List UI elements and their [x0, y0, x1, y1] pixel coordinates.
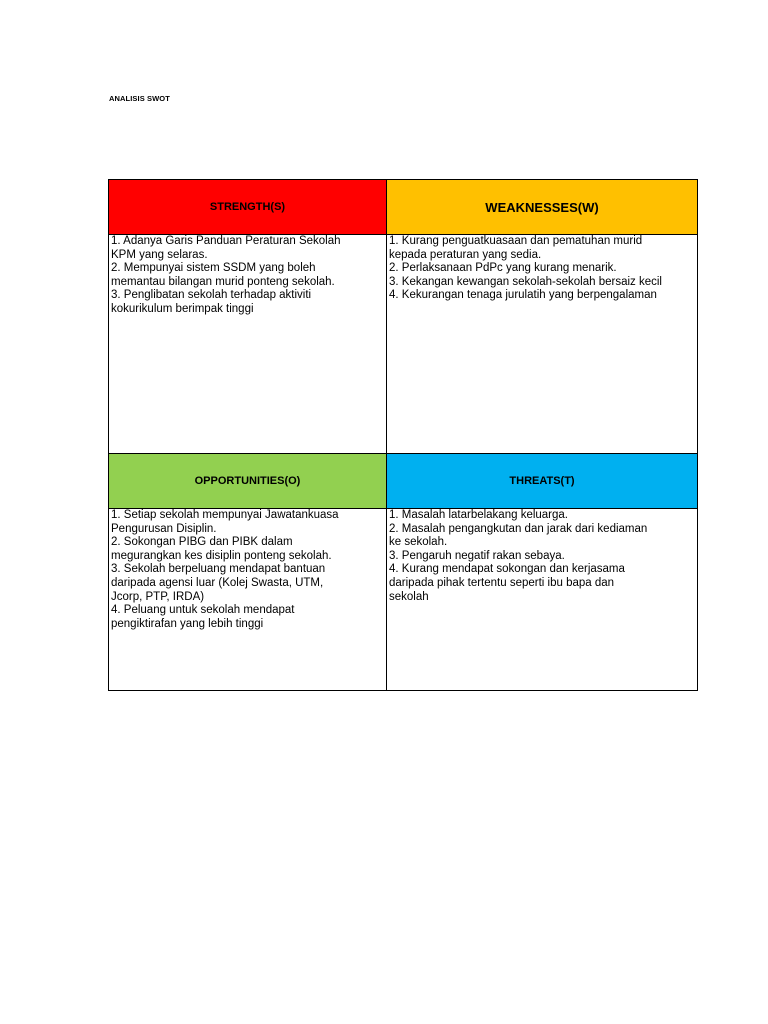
strengths-content [109, 235, 387, 454]
threats-line: 3. Pengaruh negatif rakan sebaya. [389, 549, 565, 562]
strengths-line: 2. Mempunyai sistem SSDM yang boleh [111, 262, 316, 275]
opportunities-header: OPPORTUNITIES(O) [109, 454, 387, 509]
threats-line: 4. Kurang mendapat sokongan dan kerjasama [389, 563, 625, 576]
opportunities-line: pengiktirafan yang lebih tinggi [111, 617, 264, 630]
document-title: ANALISIS SWOT [109, 94, 170, 103]
opportunities-line: daripada agensi luar (Kolej Swasta, UTM, [111, 576, 324, 589]
weaknesses-content [387, 235, 697, 454]
strengths-header: STRENGTH(S) [109, 180, 387, 235]
threats-line: ke sekolah. [389, 536, 448, 549]
weaknesses-line: kepada peraturan yang sedia. [389, 248, 542, 261]
weaknesses-line: 2. Perlaksanaan PdPc yang kurang menarik. [389, 262, 617, 275]
strengths-line: memantau bilangan murid ponteng sekolah. [111, 275, 335, 288]
strengths-line: KPM yang selaras. [111, 248, 208, 261]
threats-line: 2. Masalah pengangkutan dan jarak dari kediaman [389, 522, 648, 535]
opportunities-line: megurangkan kes disiplin ponteng sekolah. [111, 549, 332, 562]
opportunities-line: 3. Sekolah berpeluang mendapat bantuan [111, 563, 326, 576]
opportunities-line: 4. Peluang untuk sekolah mendapat [111, 604, 295, 617]
threats-line: sekolah [389, 590, 429, 603]
opportunities-line: Pengurusan Disiplin. [111, 522, 217, 535]
opportunities-content [109, 509, 387, 690]
weaknesses-line: 1. Kurang penguatkuasaan dan pematuhan murid [389, 235, 643, 247]
threats-line: 1. Masalah latarbelakang keluarga. [389, 509, 569, 521]
strengths-line: 1. Adanya Garis Panduan Peraturan Sekolah [111, 235, 341, 247]
threats-line: daripada pihak tertentu seperti ibu bapa dan [389, 576, 615, 589]
opportunities-line: 2. Sokongan PIBG dan PIBK dalam [111, 536, 293, 549]
strengths-line: 3. Penglibatan sekolah terhadap aktiviti [111, 289, 312, 302]
threats-header: THREATS(T) [387, 454, 697, 509]
opportunities-line: 1. Setiap sekolah mempunyai Jawatankuasa [111, 509, 339, 521]
weaknesses-line: 3. Kekangan kewangan sekolah-sekolah bersaiz kecil [389, 275, 662, 288]
strengths-line: kokurikulum berimpak tinggi [111, 302, 254, 315]
threats-content [387, 509, 697, 690]
swot-table [108, 179, 698, 691]
opportunities-line: Jcorp, PTP, IRDA) [111, 590, 205, 603]
weaknesses-header: WEAKNESSES(W) [387, 180, 697, 235]
weaknesses-line: 4. Kekurangan tenaga jurulatih yang berpengalaman [389, 289, 657, 302]
